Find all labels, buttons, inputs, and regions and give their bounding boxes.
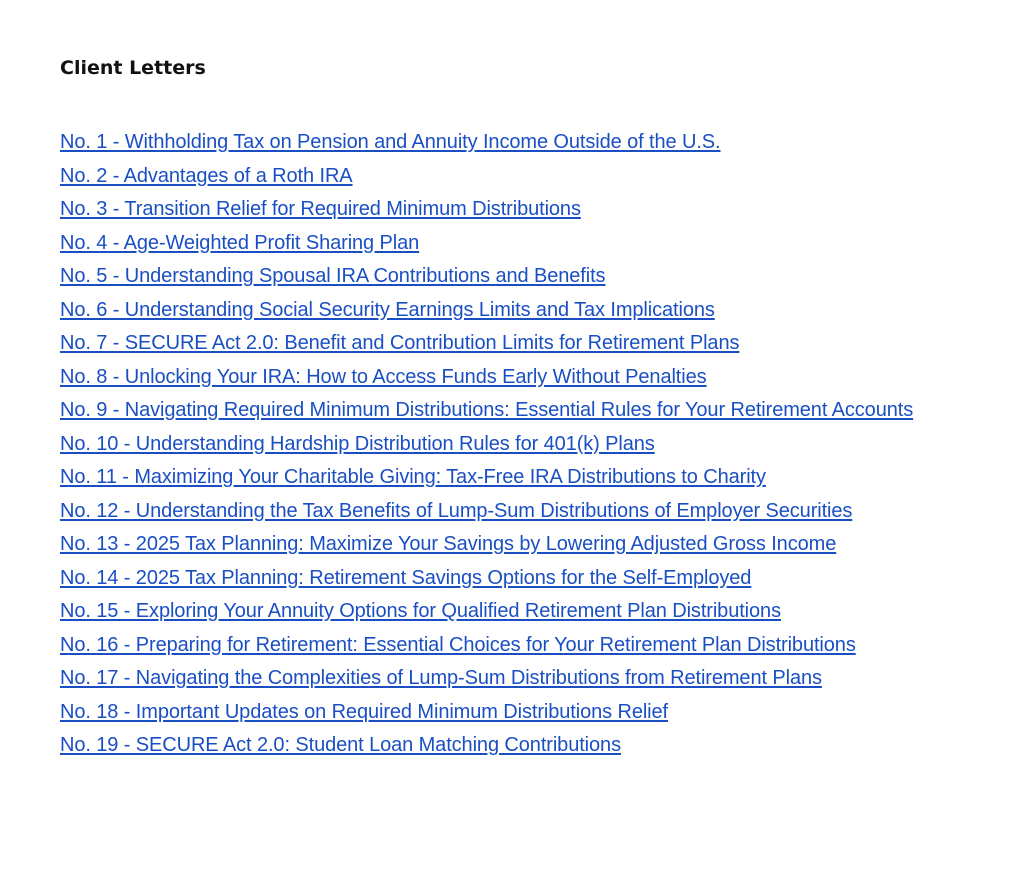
client-letter-link-4[interactable]: No. 4 - Age-Weighted Profit Sharing Plan — [60, 231, 420, 254]
list-item — [60, 162, 990, 190]
list-item — [60, 195, 990, 223]
client-letter-link-10[interactable]: No. 10 - Understanding Hardship Distribution Rules for 401(k) Plans — [60, 432, 655, 455]
list-item — [60, 329, 990, 357]
client-letter-link-5[interactable]: No. 5 - Understanding Spousal IRA Contributions and Benefits — [60, 265, 606, 287]
client-letter-link-12[interactable]: No. 12 - Understanding the Tax Benefits of Lump-Sum Distributions of Employer Securities — [60, 499, 853, 522]
list-item — [60, 296, 990, 324]
client-letter-link-1[interactable]: No. 1 - Withholding Tax on Pension and Annuity Income Outside of the U.S. — [60, 131, 721, 153]
client-letter-link-14[interactable]: No. 14 - 2025 Tax Planning: Retirement Savings Options for the Self-Employed — [60, 566, 752, 589]
client-letter-link-3[interactable]: No. 3 - Transition Relief for Required Minimum Distributions — [60, 198, 581, 220]
client-letter-link-9[interactable]: No. 9 - Navigating Required Minimum Distributions: Essential Rules for Your Retirement Accounts — [60, 399, 914, 421]
client-letter-link-2[interactable]: No. 2 - Advantages of a Roth IRA — [60, 164, 353, 187]
client-letter-link-16[interactable]: No. 16 - Preparing for Retirement: Essential Choices for Your Retirement Plan Distributions — [60, 633, 856, 656]
client-letters-list — [60, 128, 990, 759]
client-letter-link-19[interactable]: No. 19 - SECURE Act 2.0: Student Loan Matching Contributions — [60, 734, 621, 756]
list-item — [60, 698, 990, 726]
client-letters-page — [60, 55, 990, 765]
list-item — [60, 631, 990, 659]
list-item — [60, 497, 990, 525]
client-letter-link-15[interactable]: No. 15 - Exploring Your Annuity Options for Qualified Retirement Plan Distributions — [60, 600, 781, 622]
client-letter-link-18[interactable]: No. 18 - Important Updates on Required Minimum Distributions Relief — [60, 700, 669, 723]
client-letter-link-6[interactable]: No. 6 - Understanding Social Security Earnings Limits and Tax Implications — [60, 298, 715, 321]
list-item — [60, 128, 990, 156]
list-item — [60, 363, 990, 391]
client-letter-link-8[interactable]: No. 8 - Unlocking Your IRA: How to Access Funds Early Without Penalties — [60, 365, 707, 388]
list-item — [60, 731, 990, 759]
list-item — [60, 262, 990, 290]
list-item — [60, 530, 990, 558]
client-letter-link-11[interactable]: No. 11 - Maximizing Your Charitable Giving: Tax-Free IRA Distributions to Charity — [60, 466, 766, 488]
list-item — [60, 430, 990, 458]
list-item — [60, 463, 990, 491]
list-item — [60, 597, 990, 625]
client-letter-link-17[interactable]: No. 17 - Navigating the Complexities of Lump-Sum Distributions from Retirement Plans — [60, 667, 822, 689]
client-letter-link-7[interactable]: No. 7 - SECURE Act 2.0: Benefit and Contribution Limits for Retirement Plans — [60, 332, 740, 354]
list-item — [60, 396, 990, 424]
list-item — [60, 564, 990, 592]
page-title: Client Letters — [60, 57, 206, 79]
client-letter-link-13[interactable]: No. 13 - 2025 Tax Planning: Maximize Your Savings by Lowering Adjusted Gross Income — [60, 533, 837, 555]
list-item — [60, 664, 990, 692]
list-item — [60, 229, 990, 257]
